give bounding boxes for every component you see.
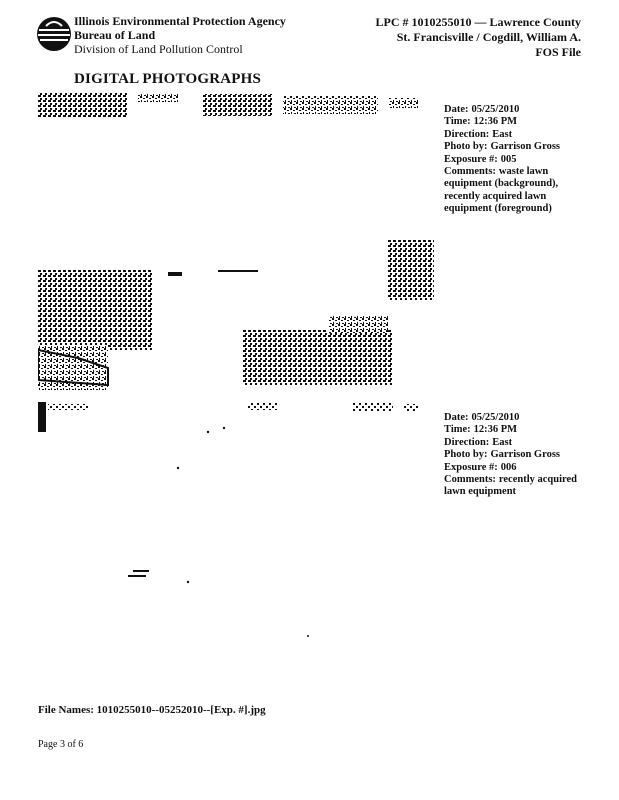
photo-by-label: Photo by: xyxy=(444,141,488,153)
date-value: 05/25/2010 xyxy=(471,412,520,423)
time-row xyxy=(444,424,594,436)
direction-row xyxy=(444,129,594,141)
date-value: 05/25/2010 xyxy=(471,104,520,115)
file-names: File Names: 1010255010--05252010--[Exp. #].jpg xyxy=(38,704,266,716)
time-label: Time: xyxy=(444,116,471,128)
date-row xyxy=(444,412,594,424)
lpc-number: LPC # 1010255010 — Lawrence County xyxy=(375,15,581,29)
exposure-row xyxy=(444,154,594,166)
date-row xyxy=(444,104,594,116)
photographer-row xyxy=(444,449,594,461)
photo-exposure-006 xyxy=(38,400,434,694)
time-value: 12:36 PM xyxy=(473,424,518,436)
exposure-row xyxy=(444,462,594,474)
exposure-label: Exposure #: xyxy=(444,461,498,473)
photo-metadata-005 xyxy=(444,104,594,216)
direction-value: East xyxy=(492,436,513,448)
exposure-value: 005 xyxy=(500,153,517,165)
comments-row xyxy=(444,474,594,499)
division-name: Division of Land Pollution Control xyxy=(74,42,243,56)
photo-by-value: Garrison Gross xyxy=(490,449,560,461)
comments-value: waste lawn equipment (background), recently acquired lawn equipment (foreground) xyxy=(444,166,559,215)
agency-block xyxy=(74,14,286,56)
comments-label: Comments: xyxy=(444,474,496,486)
photo-by-value: Garrison Gross xyxy=(490,141,560,153)
date-label: Date: xyxy=(444,412,469,423)
page-number: Page 3 of 6 xyxy=(38,739,84,750)
lpc-block xyxy=(376,15,581,60)
date-label: Date: xyxy=(444,104,469,115)
direction-label: Direction: xyxy=(444,436,490,448)
agency-name: Illinois Environmental Protection Agency xyxy=(74,14,286,28)
photo-by-label: Photo by: xyxy=(444,449,488,461)
site-name: St. Francisville / Cogdill, William A. xyxy=(396,30,581,44)
photographer-row xyxy=(444,141,594,153)
photo-metadata-006 xyxy=(444,412,594,499)
photo-exposure-005 xyxy=(38,90,434,398)
time-label: Time: xyxy=(444,424,471,436)
exposure-label: Exposure #: xyxy=(444,153,498,165)
iepa-logo xyxy=(34,14,74,54)
page-title: DIGITAL PHOTOGRAPHS xyxy=(74,71,262,87)
file-type: FOS File xyxy=(535,45,581,59)
comments-label: Comments: xyxy=(444,166,496,178)
direction-label: Direction: xyxy=(444,128,490,140)
exposure-value: 006 xyxy=(500,461,517,473)
time-row xyxy=(444,116,594,128)
comments-value: recently acquired lawn equipment xyxy=(444,474,577,498)
direction-value: East xyxy=(492,128,513,140)
comments-row xyxy=(444,166,594,216)
bureau-name: Bureau of Land xyxy=(74,28,156,42)
time-value: 12:36 PM xyxy=(473,116,518,128)
direction-row xyxy=(444,437,594,449)
